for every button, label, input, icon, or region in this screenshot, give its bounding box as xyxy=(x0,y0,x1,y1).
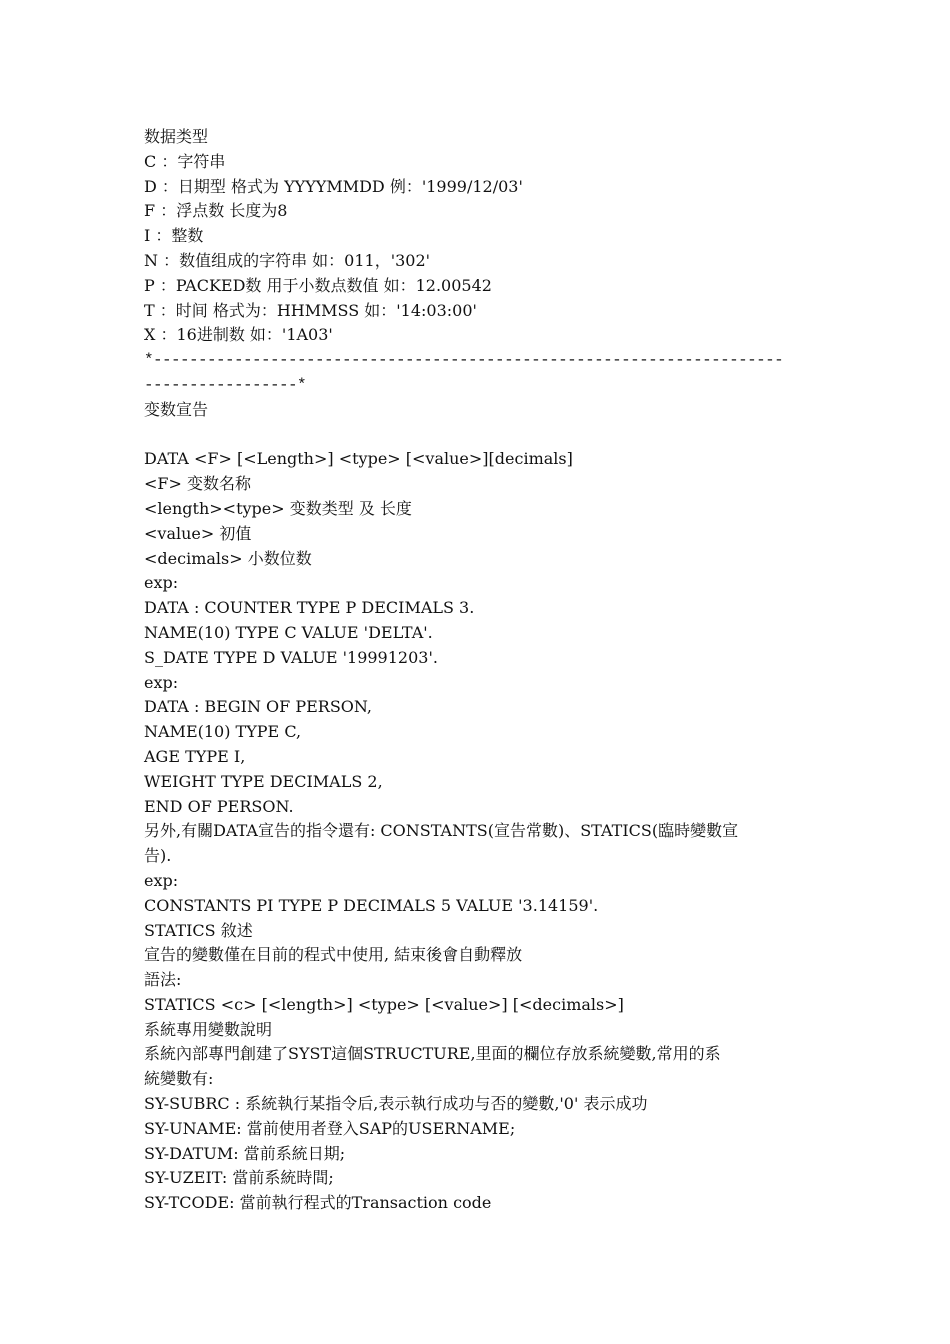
type-n-line: N ：数值组成的字符串 如：011，'302' xyxy=(144,250,431,270)
paragraph-line: 統變數有: xyxy=(144,1069,214,1089)
type-f-line: F ：浮点数 长度为8 xyxy=(144,201,288,221)
separator-line-end: -----------------* xyxy=(144,375,307,394)
code-line: STATICS <c> [<length>] <type> [<value>] [<decimals>] xyxy=(144,994,624,1014)
type-i-line: I ：整数 xyxy=(144,226,204,246)
sy-subrc-line: SY-SUBRC : 系統執行某指令后,表示執行成功与否的變數,'0' 表示成功 xyxy=(144,1094,648,1114)
syntax-decimals-line: <decimals> 小数位数 xyxy=(144,548,312,568)
code-line: DATA : COUNTER TYPE P DECIMALS 3. xyxy=(144,598,475,618)
paragraph-line: 告). xyxy=(144,846,172,866)
code-line: CONSTANTS PI TYPE P DECIMALS 5 VALUE '3.14159'. xyxy=(144,895,599,915)
code-line: S_DATE TYPE D VALUE '19991203'. xyxy=(144,647,438,667)
code-line: END OF PERSON. xyxy=(144,796,294,816)
sy-uzeit-line: SY-UZEIT: 當前系統時間; xyxy=(144,1168,334,1188)
type-d-line: D ：日期型 格式为 YYYYMMDD 例：'1999/12/03' xyxy=(144,176,523,196)
example-label: exp: xyxy=(144,870,179,890)
code-line: WEIGHT TYPE DECIMALS 2, xyxy=(144,771,383,791)
sy-tcode-line: SY-TCODE: 當前執行程式的Transaction code xyxy=(144,1193,492,1213)
paragraph-line: 系統內部專門創建了SYST這個STRUCTURE,里面的欄位存放系統變數,常用的系 xyxy=(144,1044,721,1064)
sy-datum-line: SY-DATUM: 當前系統日期; xyxy=(144,1143,346,1163)
syntax-label: 語法: xyxy=(144,970,182,990)
code-line: DATA : BEGIN OF PERSON, xyxy=(144,697,372,717)
type-p-line: P ：PACKED数 用于小数点数值 如：12.00542 xyxy=(144,275,492,295)
paragraph-line: 另外,有關DATA宣告的指令還有: CONSTANTS(宣告常數)、STATICS(臨時變數宣 xyxy=(144,821,739,841)
statics-heading: STATICS 敘述 xyxy=(144,920,253,940)
sy-uname-line: SY-UNAME: 當前使用者登入SAP的USERNAME; xyxy=(144,1118,516,1138)
section-heading-data-types: 数据类型 xyxy=(144,127,209,146)
section-heading-variable-declaration: 变数宣告 xyxy=(144,399,209,419)
type-c-line: C ：字符串 xyxy=(144,151,226,171)
example-label: exp: xyxy=(144,672,179,692)
document-page xyxy=(144,125,810,1216)
system-variables-heading: 系統專用變數說明 xyxy=(144,1019,273,1039)
type-x-line: X ：16进制数 如：'1A03' xyxy=(144,325,333,345)
syntax-f-line: <F> 变数名称 xyxy=(144,474,252,494)
syntax-value-line: <value> 初值 xyxy=(144,523,252,543)
code-line: NAME(10) TYPE C VALUE 'DELTA'. xyxy=(144,622,433,642)
blank-line xyxy=(144,423,810,448)
separator-line: *---------------------------------------------------------------------- xyxy=(144,351,784,370)
example-label: exp: xyxy=(144,573,179,593)
syntax-length-type-line: <length><type> 变数类型 及 长度 xyxy=(144,498,412,518)
data-syntax-line: DATA <F> [<Length>] <type> [<value>][decimals] xyxy=(144,449,573,469)
code-line: AGE TYPE I, xyxy=(144,746,246,766)
paragraph-line: 宣告的變數僅在目前的程式中使用, 結束後會自動釋放 xyxy=(144,945,523,965)
code-line: NAME(10) TYPE C, xyxy=(144,722,302,742)
type-t-line: T ：时间 格式为：HHMMSS 如：'14:03:00' xyxy=(144,300,477,320)
